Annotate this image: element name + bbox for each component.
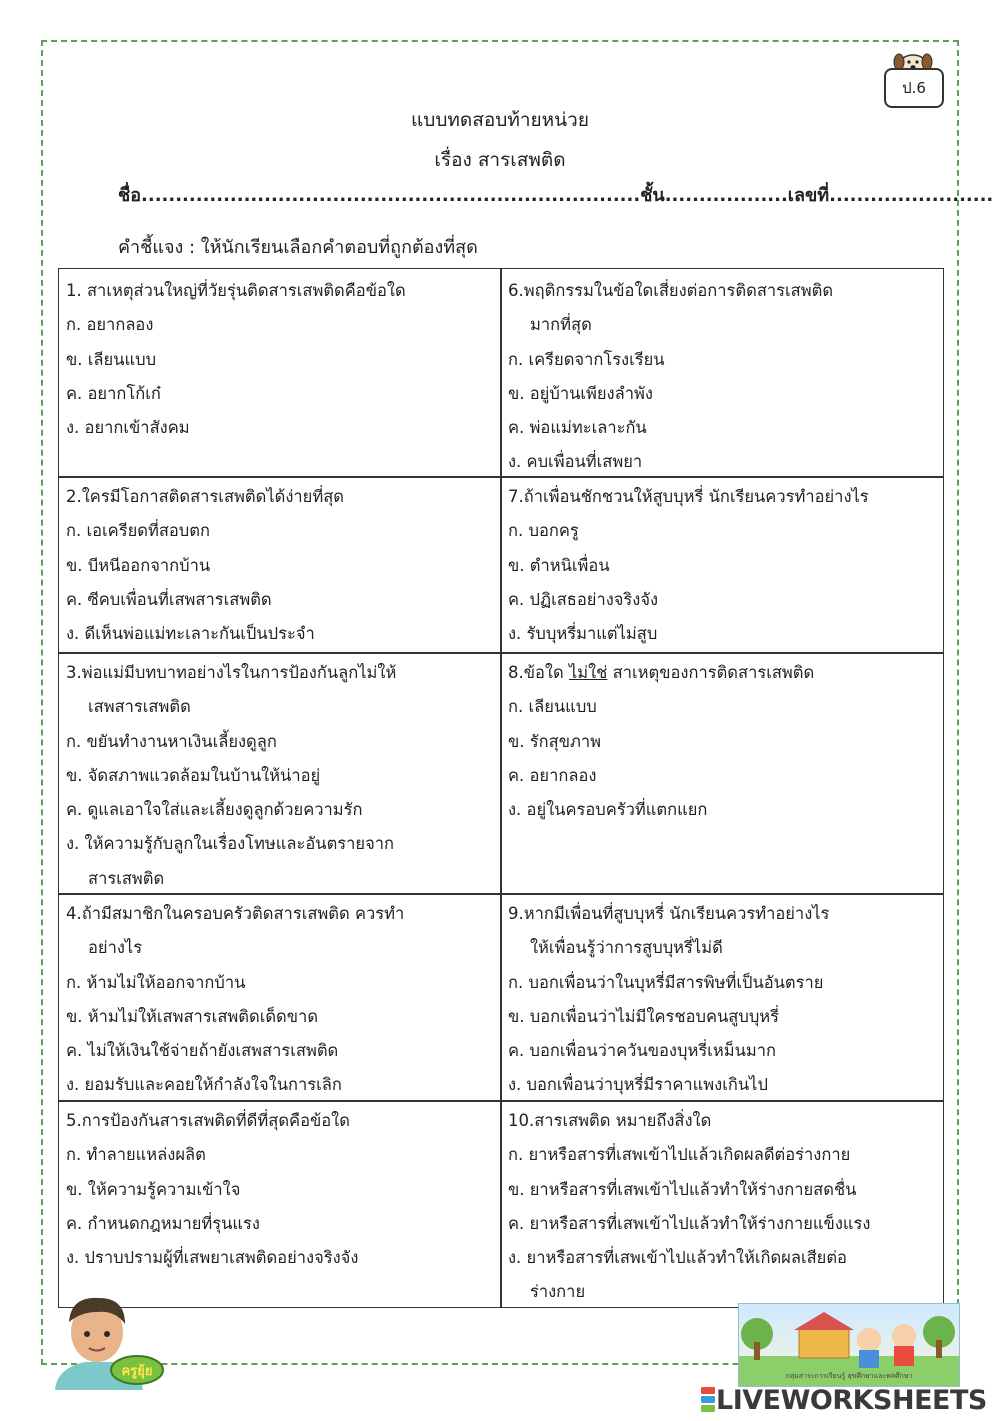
stem-prefix: 8.ข้อใด <box>508 663 569 682</box>
question-3 <box>58 656 500 896</box>
choice-a[interactable]: ก. บอกครู <box>508 521 579 541</box>
choice-d[interactable]: ง. รับบุหรี่มาแต่ไม่สูบ <box>508 624 658 644</box>
choice-a[interactable]: ก. ขยันทำงานหาเงินเลี้ยงดูลูก <box>66 731 277 751</box>
choice-c[interactable]: ค. อยากโก้เก๋ <box>66 383 161 403</box>
choice-a[interactable]: ก. ห้ามไม่ให้ออกจากบ้าน <box>66 972 246 992</box>
question-stem: 7.ถ้าเพื่อนชักชวนให้สูบบุหรี่ นักเรียนควรทำอย่างไร <box>508 487 869 506</box>
choice-d[interactable]: ง. ให้ความรู้กับลูกในเรื่องโทษและอันตรายจาก <box>66 834 395 854</box>
question-stem: 4.ถ้ามีสมาชิกในครอบครัวติดสารเสพติด ควรทำ <box>66 904 405 923</box>
question-stem: 9.หากมีเพื่อนที่สูบบุหรี่ นักเรียนควรทำอย่างไร <box>508 904 830 923</box>
question-9 <box>500 897 944 1103</box>
question-7 <box>500 480 944 651</box>
choice-d[interactable]: ง. บอกเพื่อนว่าบุหรี่มีราคาแพงเกินไป <box>508 1075 768 1095</box>
choice-d[interactable]: ง. ดีเห็นพ่อแม่ทะเลาะกันเป็นประจำ <box>66 624 315 644</box>
question-stem-cont: เสพสารเสพติด <box>88 697 191 717</box>
question-stem: 10.สารเสพติด หมายถึงสิ่งใด <box>508 1111 712 1130</box>
question-stem-cont: ให้เพื่อนรู้ว่าการสูบบุหรี่ไม่ดี <box>530 938 723 958</box>
choice-c[interactable]: ค. ไม่ให้เงินใช้จ่ายถ้ายังเสพสารเสพติด <box>66 1041 339 1061</box>
table-row-divider <box>58 652 944 654</box>
choice-b[interactable]: ข. ยาหรือสารที่เสพเข้าไปแล้วทำให้ร่างกายสดชื่น <box>508 1179 857 1199</box>
school-logo-caption: กลุ่มสาระการเรียนรู้ สุขศึกษาและพลศึกษา <box>785 1372 913 1380</box>
question-6 <box>500 274 944 480</box>
choice-c[interactable]: ค. อยากลอง <box>508 765 597 785</box>
question-stem-cont: มากที่สุด <box>530 315 592 335</box>
page-title: แบบทดสอบท้ายหน่วย <box>411 109 589 131</box>
teacher-avatar <box>45 1290 165 1390</box>
question-stem: 1. สาเหตุส่วนใหญ่ที่วัยรุ่นติดสารเสพติดคือข้อใด <box>66 281 406 300</box>
choice-d[interactable]: ง. อยากเข้าสังคม <box>66 418 190 438</box>
choice-d[interactable]: ง. ยาหรือสารที่เสพเข้าไปแล้วทำให้เกิดผลเสียต่อ <box>508 1248 847 1268</box>
choice-d[interactable]: ง. อยู่ในครอบครัวที่แตกแยก <box>508 800 708 820</box>
question-stem <box>508 656 938 690</box>
question-4 <box>58 897 500 1103</box>
question-stem: 5.การป้องกันสารเสพติดที่ดีที่สุดคือข้อใด <box>66 1111 350 1130</box>
question-2 <box>58 480 500 651</box>
choice-b[interactable]: ข. รักสุขภาพ <box>508 731 601 751</box>
liveworksheets-logo[interactable] <box>700 1385 987 1415</box>
question-5 <box>58 1104 500 1275</box>
choice-b[interactable]: ข. ตำหนิเพื่อน <box>508 555 610 575</box>
question-8 <box>500 656 944 827</box>
question-1 <box>58 274 500 445</box>
school-logo <box>738 1303 960 1387</box>
question-stem: 6.พฤติกรรมในข้อใดเสี่ยงต่อการติดสารเสพติด <box>508 281 834 300</box>
instruction: คำชี้แจง : ให้นักเรียนเลือกคำตอบที่ถูกต้องที่สุด <box>118 237 478 258</box>
choice-a[interactable]: ก. เอเครียดที่สอบตก <box>66 521 210 541</box>
page-subtitle: เรื่อง สารเสพติด <box>434 149 566 171</box>
question-10 <box>500 1104 944 1310</box>
liveworksheets-wordmark: LIVEWORKSHEETS <box>716 1384 987 1416</box>
stem-emphasis: ไม่ใช่ <box>568 663 608 682</box>
choice-b[interactable]: ข. จัดสภาพแวดล้อมในบ้านให้น่าอยู่ <box>66 765 321 785</box>
choice-a[interactable]: ก. เลียนแบบ <box>508 697 597 717</box>
stem-suffix: สาเหตุของการติดสารเสพติด <box>607 663 815 682</box>
choice-c[interactable]: ค. ยาหรือสารที่เสพเข้าไปแล้วทำให้ร่างกายแข็งแรง <box>508 1213 871 1233</box>
liveworksheets-icon <box>700 1386 716 1414</box>
choice-b[interactable]: ข. ให้ความรู้ความเข้าใจ <box>66 1179 241 1199</box>
choice-c[interactable]: ค. กำหนดกฎหมายที่รุนแรง <box>66 1213 260 1233</box>
teacher-badge: ครูยุ้ย <box>121 1364 153 1379</box>
choice-d-cont: สารเสพติด <box>88 868 165 888</box>
choice-d[interactable]: ง. คบเพื่อนที่เสพยา <box>508 452 643 472</box>
choice-a[interactable]: ก. ยาหรือสารที่เสพเข้าไปแล้วเกิดผลดีต่อร่างกาย <box>508 1145 851 1165</box>
grade-badge: ป.6 <box>884 68 944 108</box>
choice-c[interactable]: ค. บอกเพื่อนว่าควันของบุหรี่เหม็นมาก <box>508 1041 776 1061</box>
choice-d[interactable]: ง. ยอมรับและคอยให้กำลังใจในการเลิก <box>66 1075 342 1095</box>
choice-b[interactable]: ข. บอกเพื่อนว่าไม่มีใครชอบคนสูบบุหรี่ <box>508 1006 780 1026</box>
choice-c[interactable]: ค. ดูแลเอาใจใส่และเลี้ยงดูลูกด้วยความรัก <box>66 800 363 820</box>
choice-a[interactable]: ก. บอกเพื่อนว่าในบุหรี่มีสารพิษที่เป็นอันตราย <box>508 972 824 992</box>
choice-b[interactable]: ข. เลียนแบบ <box>66 349 157 369</box>
choice-b[interactable]: ข. อยู่บ้านเพียงลำพัง <box>508 383 653 403</box>
choice-a[interactable]: ก. ทำลายแหล่งผลิต <box>66 1145 206 1165</box>
student-info-line[interactable]: ชื่อ.........................................................................ชั้น..................เลขที่........................ <box>118 185 994 206</box>
choice-d[interactable]: ง. ปราบปรามผู้ที่เสพยาเสพติดอย่างจริงจัง <box>66 1248 359 1268</box>
choice-d-cont: ร่างกาย <box>530 1282 586 1302</box>
choice-a[interactable]: ก. อยากลอง <box>66 315 154 335</box>
choice-b[interactable]: ข. ห้ามไม่ให้เสพสารเสพติดเด็ดขาด <box>66 1006 319 1026</box>
choice-c[interactable]: ค. ซีคบเพื่อนที่เสพสารเสพติด <box>66 589 272 609</box>
question-stem: 2.ใครมีโอกาสติดสารเสพติดได้ง่ายที่สุด <box>66 487 344 506</box>
choice-a[interactable]: ก. เครียดจากโรงเรียน <box>508 349 665 369</box>
choice-c[interactable]: ค. พ่อแม่ทะเลาะกัน <box>508 418 647 438</box>
choice-c[interactable]: ค. ปฏิเสธอย่างจริงจัง <box>508 589 659 609</box>
question-stem: 3.พ่อแม่มีบทบาทอย่างไรในการป้องกันลูกไม่ให้ <box>66 663 397 682</box>
choice-b[interactable]: ข. บีหนีออกจากบ้าน <box>66 555 211 575</box>
question-stem-cont: อย่างไร <box>88 938 143 958</box>
